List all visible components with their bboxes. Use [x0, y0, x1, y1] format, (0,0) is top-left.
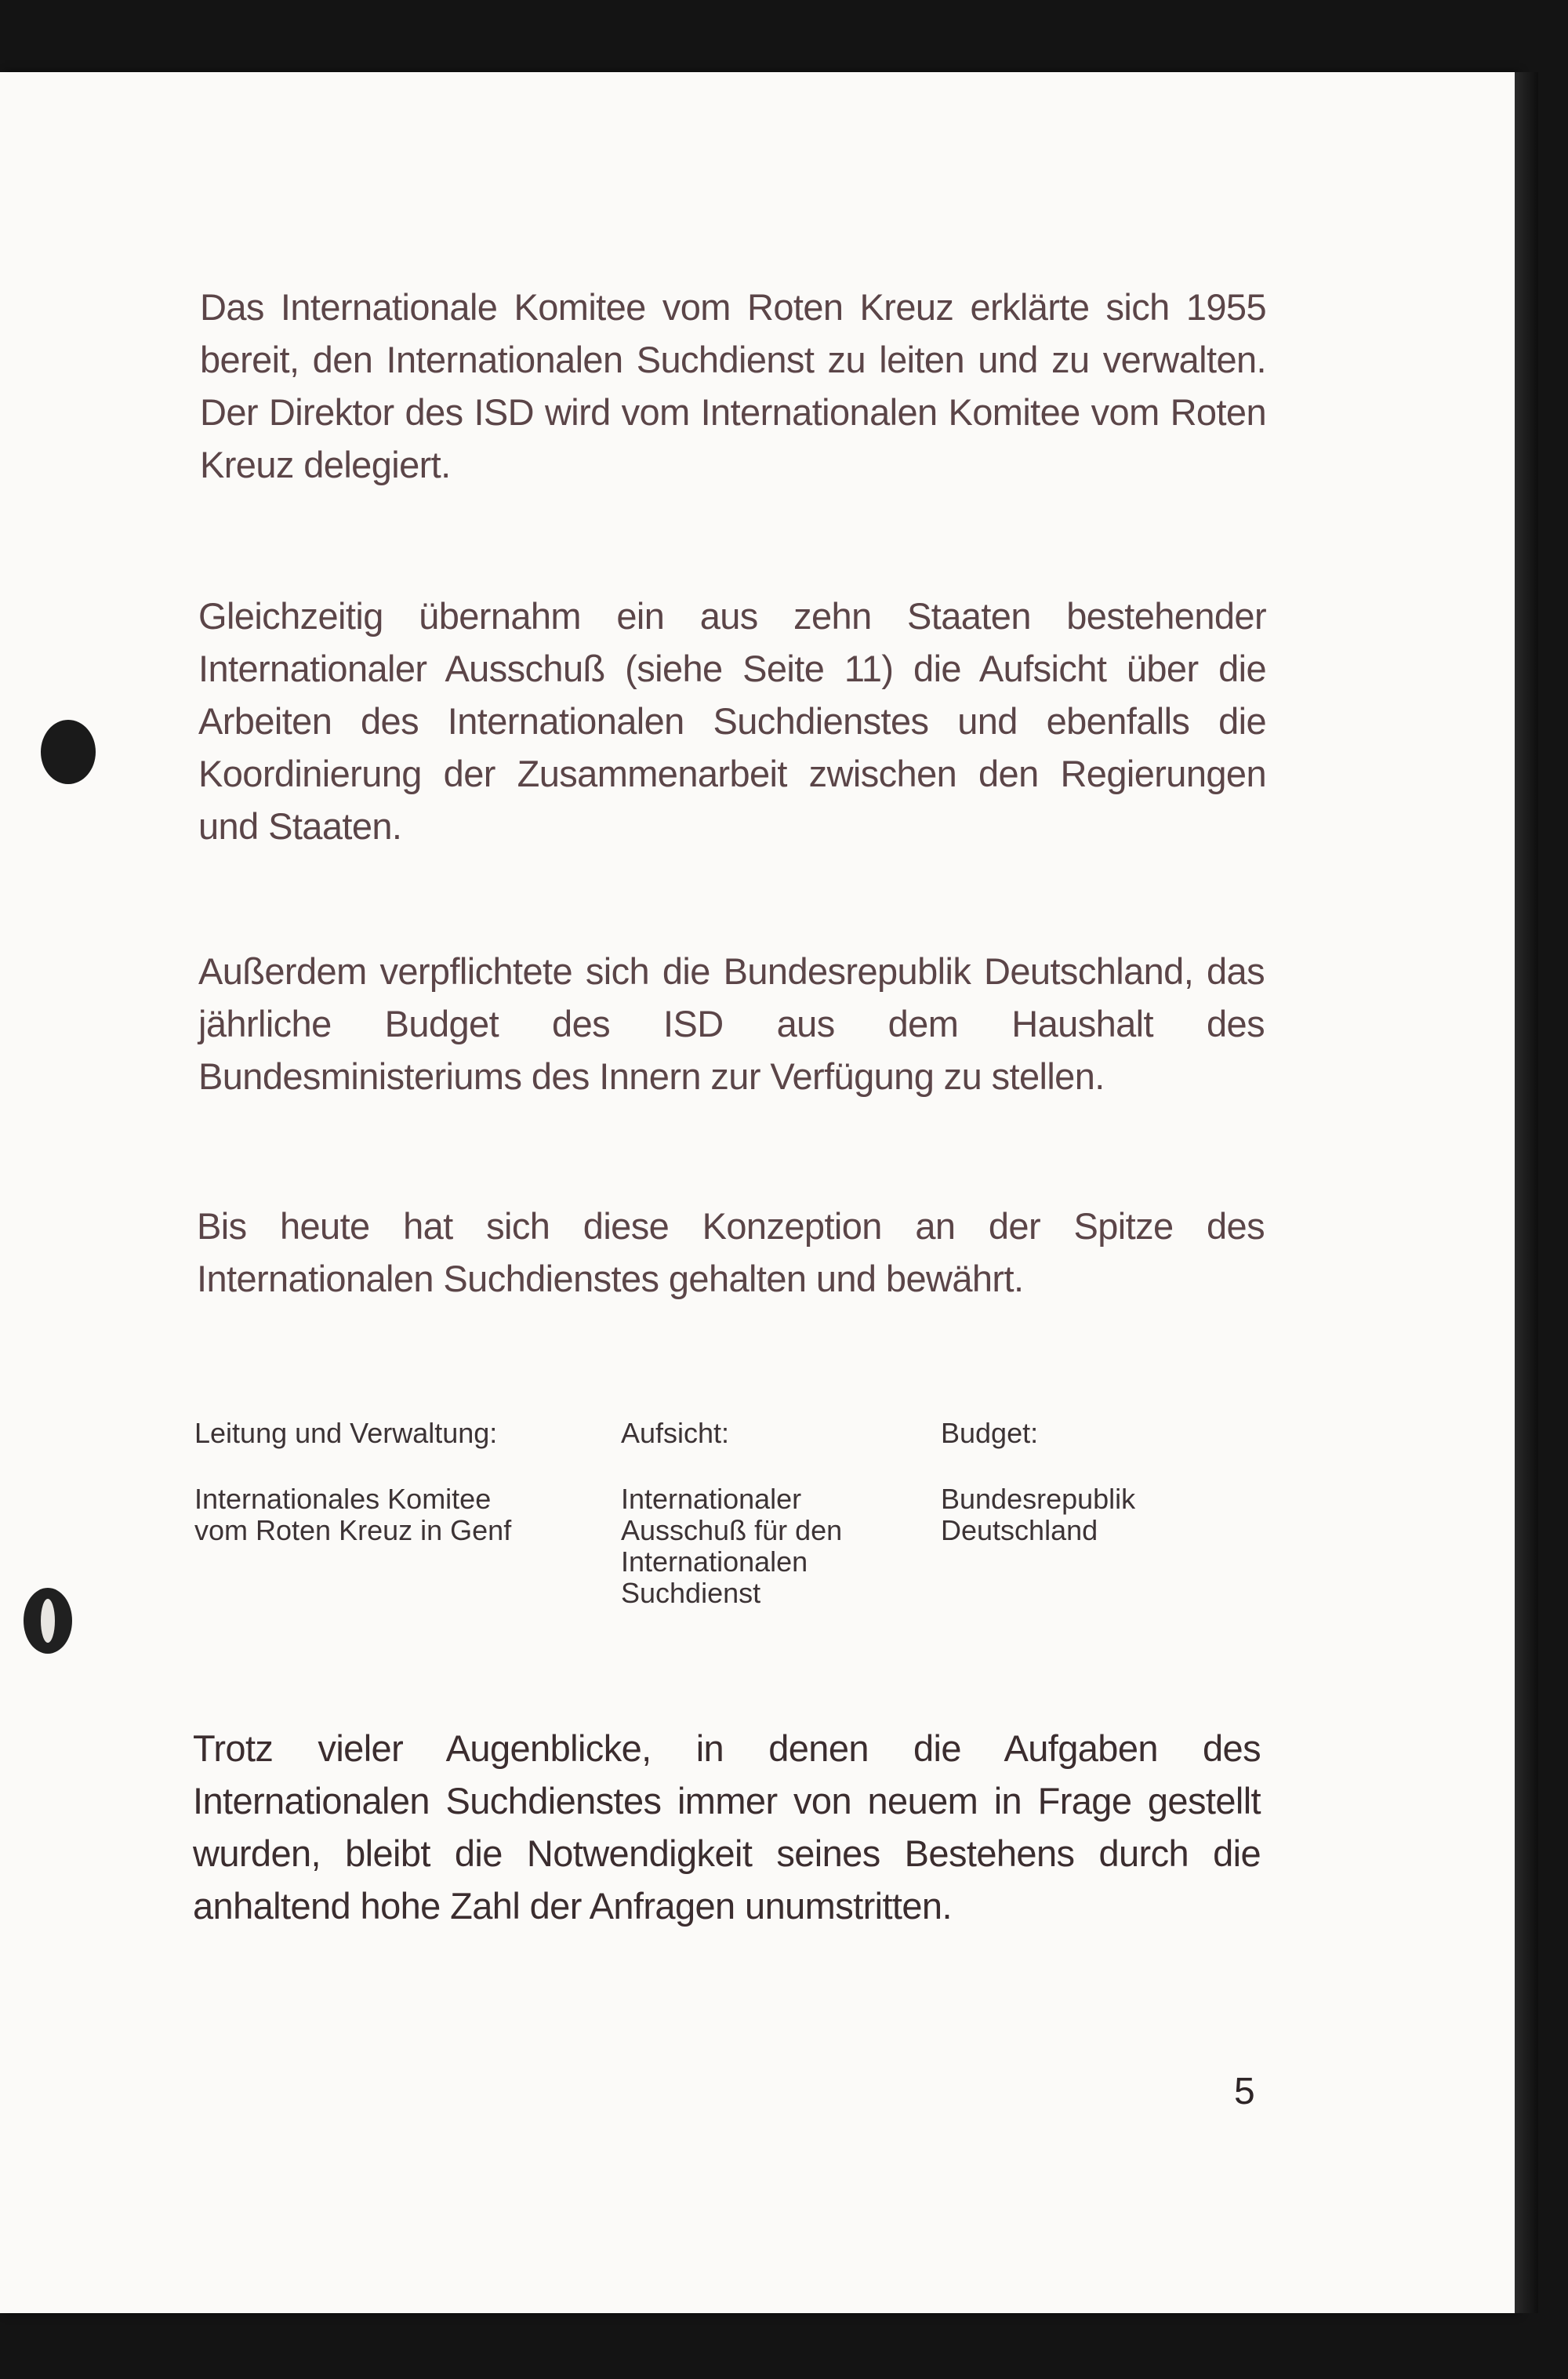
column-line: Internationalen [621, 1545, 808, 1578]
binder-spine [1515, 72, 1538, 2313]
paragraph-international-commission: Gleichzeitig übernahm ein aus zehn Staaten bestehender Internationaler Ausschuß (siehe Seite 11) die Aufsicht über die Arbeiten des Internationalen Suchdienstes und ebenfalls die Koordinierung der Zusammenarbeit zwischen den Regierungen und Staaten. [198, 595, 1266, 847]
paragraph-federal-budget: Außerdem verpflichtete sich die Bundesrepublik Deutschland, das jährliche Budget des ISD aus dem Haushalt des Bundesministeriums des Innern zur Verfügung zu stellen. [198, 950, 1265, 1097]
column-heading-supervision: Aufsicht: [621, 1417, 730, 1449]
column-heading-budget: Budget: [941, 1417, 1039, 1449]
column-line: Bundesrepublik [941, 1483, 1136, 1515]
column-line: vom Roten Kreuz in Genf [194, 1514, 512, 1546]
column-body-management [194, 1484, 586, 1546]
column-budget [941, 1418, 1254, 1546]
paragraph-necessity: Trotz vieler Augenblicke, in denen die Aufgaben des Internationalen Suchdienstes immer von neuem in Frage gestellt wurden, bleibt die Notwendigkeit seines Bestehens durch die anhaltend hohe Zahl der Anfragen unumstritten. [193, 1727, 1261, 1927]
page-number: 5 [1234, 2071, 1255, 2112]
column-heading-management: Leitung und Verwaltung: [194, 1417, 498, 1449]
paragraph-concept-proven: Bis heute hat sich diese Konzeption an der Spitze des Internationalen Suchdienstes gehalten und bewährt. [197, 1205, 1265, 1299]
column-body-budget [941, 1484, 1254, 1546]
column-line: Deutschland [941, 1514, 1098, 1546]
column-line: Ausschuß für den [621, 1514, 843, 1546]
column-management [194, 1418, 586, 1546]
column-line: Internationales Komitee [194, 1483, 492, 1515]
punch-hole-upper [41, 720, 96, 784]
column-line: Suchdienst [621, 1577, 761, 1609]
punch-hole-lower [24, 1588, 72, 1654]
paragraph-icrc-management: Das Internationale Komitee vom Roten Kreuz erklärte sich 1955 bereit, den Internationalen Suchdienst zu leiten und zu verwalten. Der Direktor des ISD wird vom Internationalen Komitee vom Roten Kreuz delegiert. [200, 286, 1266, 485]
column-line: Internationaler [621, 1483, 802, 1515]
column-body-supervision [621, 1484, 919, 1609]
column-supervision [621, 1418, 919, 1609]
